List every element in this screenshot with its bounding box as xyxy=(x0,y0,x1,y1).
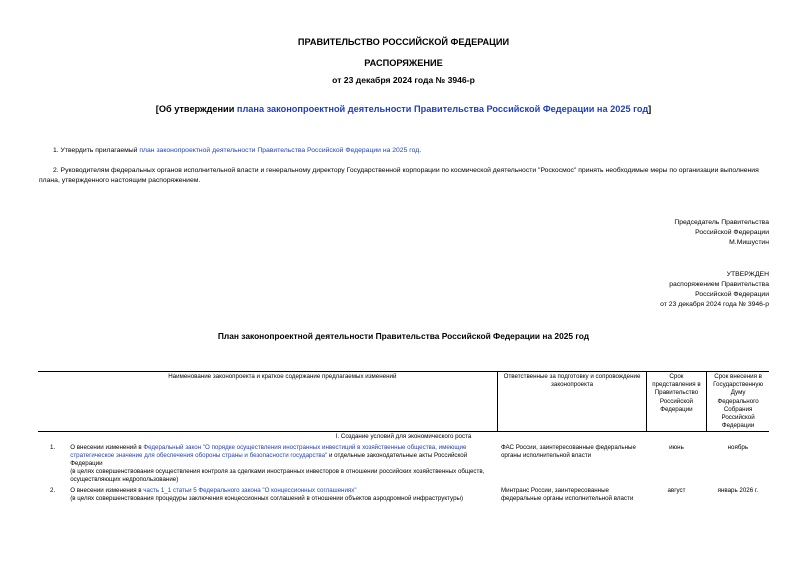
header-responsible: Ответственные за подготовку и сопровождение законопроекта xyxy=(498,372,646,432)
law-link[interactable]: часть 1_1 статьи 5 Федерального закона "О концессионных соглашениях" xyxy=(143,486,357,494)
row-duma-deadline: ноябрь xyxy=(727,443,749,451)
document-type: РАСПОРЯЖЕНИЕ xyxy=(364,58,443,68)
title-link[interactable]: плана законопроектной деятельности Правительства Российской Федерации на 2025 год xyxy=(236,104,649,114)
row-name xyxy=(67,443,498,486)
approval-line-3: Российской Федерации xyxy=(695,291,769,298)
row-responsible: Минтранс России, заинтересованные федеральные органы исполнительной власти xyxy=(500,486,634,502)
approval-line-2: распоряжением Правительства xyxy=(669,281,769,288)
row-responsible: ФАС России, заинтересованные федеральные органы исполнительной власти xyxy=(500,443,636,459)
document-title xyxy=(0,104,807,114)
row-name-text-2: и отдельные законодательные акты Российской Федерации xyxy=(70,451,468,468)
plan-link[interactable]: план законопроектной деятельности Правительства Российской Федерации на 2025 год xyxy=(139,147,420,154)
row-gov-deadline: июнь xyxy=(669,443,684,451)
signature-line-2: Российской Федерации xyxy=(695,229,769,236)
section-row xyxy=(38,432,769,443)
table-header-row xyxy=(38,372,769,432)
row-number: 2. xyxy=(50,486,56,494)
date-number: от 23 декабря 2024 года № 3946-р xyxy=(332,75,475,85)
paragraph-2: 2. Руководителям федеральных органов исполнительной власти и генеральному директору Государственной корпорации по космической деятельности "Роскосмос" принять необходимые меры по организации выполнения плана, утвержденного настоящим распоряжением. xyxy=(39,167,759,184)
header-gov-deadline: Срок представления в Правительство Российской Федерации xyxy=(646,372,707,432)
row-duma-deadline: январь 2026 г. xyxy=(717,486,759,494)
header-duma-deadline: Срок внесения в Государственную Думу Федерального Собрания Российской Федерации xyxy=(707,372,769,432)
p1-suffix: . xyxy=(419,147,422,154)
law-link[interactable]: Федеральный закон "О порядке осуществления иностранных инвестиций в хозяйственные общества, имеющие стратегическое значение для обеспечения обороны страны и безопасности государства" xyxy=(70,443,467,459)
approval-line-4: от 23 декабря 2024 года № 3946-р xyxy=(660,301,769,308)
government-heading: ПРАВИТЕЛЬСТВО РОССИЙСКОЙ ФЕДЕРАЦИИ xyxy=(297,37,510,47)
title-prefix: [Об утверждении xyxy=(155,104,237,114)
row-name xyxy=(67,486,498,504)
header-name: Наименование законопроекта и краткое содержание предлагаемых изменений xyxy=(67,372,498,432)
signature-block xyxy=(674,218,769,248)
p1-prefix: 1. Утвердить прилагаемый xyxy=(53,147,140,154)
approval-line-1: УТВЕРЖДЕН xyxy=(726,271,769,278)
row-name-text: О внесении изменения в xyxy=(70,486,144,494)
plan-title: План законопроектной деятельности Правительства Российской Федерации на 2025 год xyxy=(217,331,590,341)
row-note: (в целях совершенствования процедуры заключения концессионных соглашений в отношении объектов аэродромной инфраструктуры) xyxy=(70,494,464,502)
section-title: I. Создание условий для экономического роста xyxy=(335,433,472,441)
signature-line-1: Председатель Правительства xyxy=(674,219,769,226)
header-num xyxy=(38,372,67,432)
table-row xyxy=(38,443,769,486)
row-name-text: О внесении изменений в xyxy=(70,443,144,451)
plan-table xyxy=(38,371,769,504)
signature-name: М.Мишустин xyxy=(729,239,769,246)
row-note: (в целях совершенствования осуществления контроля за сделками иностранных инвесторов в отношении российских хозяйственных обществ, осуществляющих недропользование) xyxy=(70,468,485,484)
table-row xyxy=(38,486,769,504)
row-number: 1. xyxy=(50,443,56,451)
row-gov-deadline: август xyxy=(667,486,686,494)
title-suffix: ] xyxy=(648,104,652,114)
paragraph-1 xyxy=(53,146,773,156)
approval-block xyxy=(660,270,769,310)
